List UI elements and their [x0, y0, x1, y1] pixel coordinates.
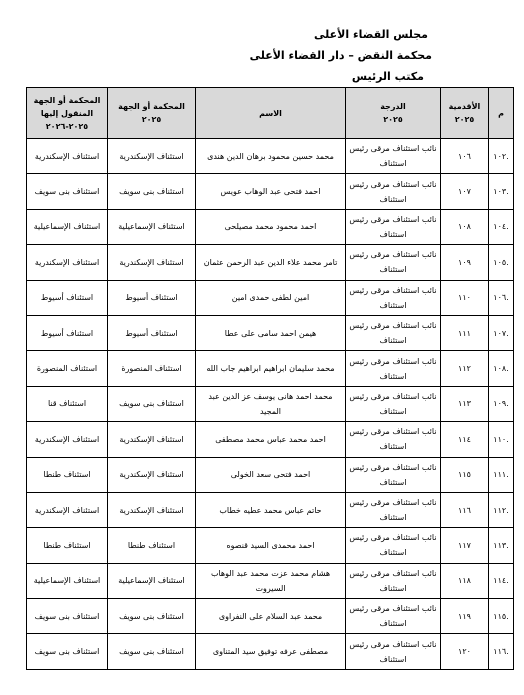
name-cell: امين لطفى حمدى امين [196, 280, 346, 315]
grade-cell: نائب استئناف مرقى رئيس استئناف [346, 457, 441, 492]
court-cell: استئناف طنطا [108, 528, 196, 563]
court-cell: استئناف بنى سويف [108, 174, 196, 209]
row-number: .١١٣ [489, 528, 514, 563]
row-number: .١١٦ [489, 634, 514, 669]
seniority-cell: ١١٠ [441, 280, 489, 315]
col-header-transferred: المحكمة أو الجهة المنقول إليها ٢٠٢٥-٢٠٢٦ [27, 88, 108, 139]
transferred-court-cell: استئناف الإسماعيلية [27, 563, 108, 598]
table-row [27, 139, 514, 174]
transferred-court-cell: استئناف الإسكندرية [27, 422, 108, 457]
court-cell: استئناف أسيوط [108, 315, 196, 350]
court-cell: استئناف الإسكندرية [108, 422, 196, 457]
grade-cell: نائب استئناف مرقى رئيس استئناف [346, 599, 441, 634]
grade-cell: نائب استئناف مرقى رئيس استئناف [346, 422, 441, 457]
seniority-cell: ١١٨ [441, 563, 489, 598]
table-row [27, 492, 514, 527]
row-number: .١٠٩ [489, 386, 514, 421]
seniority-cell: ١١٩ [441, 599, 489, 634]
row-number: .١٠٦ [489, 280, 514, 315]
transferred-court-cell: استئناف بنى سويف [27, 634, 108, 669]
row-number: .١٠٢ [489, 139, 514, 174]
grade-cell: نائب استئناف مرقى رئيس استئناف [346, 315, 441, 350]
row-number: .١٠٤ [489, 209, 514, 244]
name-cell: حاتم عباس محمد عطيه خطاب [196, 492, 346, 527]
seniority-cell: ١٠٨ [441, 209, 489, 244]
col-header-name: الاسم [196, 88, 346, 139]
table-row [27, 245, 514, 280]
seniority-cell: ١٢٠ [441, 634, 489, 669]
transferred-court-cell: استئناف أسيوط [27, 280, 108, 315]
seniority-cell: ١١٢ [441, 351, 489, 386]
name-cell: مصطفى عرفه توفيق سيد المتناوى [196, 634, 346, 669]
transferred-court-cell: استئناف الإسكندرية [27, 492, 108, 527]
col-header-court: المحكمة أو الجهة ٢٠٢٥ [108, 88, 196, 139]
row-number: .١٠٧ [489, 315, 514, 350]
name-cell: محمد احمد هانى يوسف عز الدين عبد المجيد [196, 386, 346, 421]
name-cell: محمد عبد السلام على النفراوى [196, 599, 346, 634]
court-cell: استئناف بنى سويف [108, 599, 196, 634]
table-row [27, 634, 514, 669]
transferred-court-cell: استئناف الإسماعيلية [27, 209, 108, 244]
court-cell: استئناف الإسكندرية [108, 245, 196, 280]
name-cell: احمد فتحى عبد الوهاب عويس [196, 174, 346, 209]
name-cell: تامر محمد علاء الدين عبد الرحمن عثمان [196, 245, 346, 280]
name-cell: محمد سليمان ابراهيم ابراهيم جاب الله [196, 351, 346, 386]
table-row [27, 351, 514, 386]
col-header-seniority: الأقدمية ٢٠٢٥ [441, 88, 489, 139]
row-number: .١٠٣ [489, 174, 514, 209]
office-title: مكتب الرئيس [351, 70, 424, 83]
row-number: .١٠٨ [489, 351, 514, 386]
row-number: .١٠٥ [489, 245, 514, 280]
court-cell: استئناف بنى سويف [108, 386, 196, 421]
transferred-court-cell: استئناف أسيوط [27, 315, 108, 350]
transferred-court-cell: استئناف المنصورة [27, 351, 108, 386]
table-header [27, 88, 514, 139]
grade-cell: نائب استئناف مرقى رئيس استئناف [346, 528, 441, 563]
court-cell: استئناف الإسماعيلية [108, 209, 196, 244]
name-cell: هيمن احمد سامى على عطا [196, 315, 346, 350]
grade-cell: نائب استئناف مرقى رئيس استئناف [346, 634, 441, 669]
grade-cell: نائب استئناف مرقى رئيس استئناف [346, 563, 441, 598]
court-cell: استئناف الإسماعيلية [108, 563, 196, 598]
court-title: محكمة النقض – دار القضاء الأعلى [249, 49, 432, 62]
grade-cell: نائب استئناف مرقى رئيس استئناف [346, 209, 441, 244]
row-number: .١١٤ [489, 563, 514, 598]
seniority-cell: ١١١ [441, 315, 489, 350]
transferred-court-cell: استئناف طنطا [27, 528, 108, 563]
court-cell: استئناف بنى سويف [108, 634, 196, 669]
table-row [27, 563, 514, 598]
court-cell: استئناف أسيوط [108, 280, 196, 315]
seniority-cell: ١١٣ [441, 386, 489, 421]
seniority-cell: ١١٤ [441, 422, 489, 457]
seniority-cell: ١٠٦ [441, 139, 489, 174]
table-row [27, 599, 514, 634]
name-cell: احمد محمود محمد مصيلحى [196, 209, 346, 244]
row-number: .١١٥ [489, 599, 514, 634]
seniority-cell: ١٠٧ [441, 174, 489, 209]
name-cell: احمد فتحى سعد الخولى [196, 457, 346, 492]
court-cell: استئناف الإسكندرية [108, 492, 196, 527]
name-cell: هشام محمد عزت محمد عبد الوهاب السيروت [196, 563, 346, 598]
grade-cell: نائب استئناف مرقى رئيس استئناف [346, 174, 441, 209]
court-cell: استئناف المنصورة [108, 351, 196, 386]
court-cell: استئناف الإسكندرية [108, 139, 196, 174]
table-body [27, 139, 514, 670]
transferred-court-cell: استئناف قنا [27, 386, 108, 421]
table-row [27, 457, 514, 492]
transfers-table [26, 87, 514, 670]
row-number: .١١٠ [489, 422, 514, 457]
document-header [249, 24, 432, 87]
table-row [27, 209, 514, 244]
header-row [27, 88, 514, 139]
seniority-cell: ١٠٩ [441, 245, 489, 280]
row-number: .١١١ [489, 457, 514, 492]
table-row [27, 315, 514, 350]
grade-cell: نائب استئناف مرقى رئيس استئناف [346, 351, 441, 386]
transferred-court-cell: استئناف طنطا [27, 457, 108, 492]
court-cell: استئناف الإسكندرية [108, 457, 196, 492]
transferred-court-cell: استئناف بنى سويف [27, 599, 108, 634]
col-header-grade: الدرجة ٢٠٢٥ [346, 88, 441, 139]
transferred-court-cell: استئناف الإسكندرية [27, 245, 108, 280]
name-cell: احمد محمدى السيد قنصوه [196, 528, 346, 563]
table-row [27, 386, 514, 421]
table-row [27, 174, 514, 209]
grade-cell: نائب استئناف مرقى رئيس استئناف [346, 386, 441, 421]
grade-cell: نائب استئناف مرقى رئيس استئناف [346, 492, 441, 527]
grade-cell: نائب استئناف مرقى رئيس استئناف [346, 245, 441, 280]
table-row [27, 528, 514, 563]
name-cell: احمد محمد عباس محمد مصطفى [196, 422, 346, 457]
table-row [27, 422, 514, 457]
table-row [27, 280, 514, 315]
name-cell: محمد حسين محمود برهان الدين هندى [196, 139, 346, 174]
council-title: مجلس القضاء الأعلى [314, 28, 428, 41]
seniority-cell: ١١٦ [441, 492, 489, 527]
seniority-cell: ١١٧ [441, 528, 489, 563]
transferred-court-cell: استئناف الإسكندرية [27, 139, 108, 174]
row-number: .١١٢ [489, 492, 514, 527]
grade-cell: نائب استئناف مرقى رئيس استئناف [346, 139, 441, 174]
seniority-cell: ١١٥ [441, 457, 489, 492]
grade-cell: نائب استئناف مرقى رئيس استئناف [346, 280, 441, 315]
transferred-court-cell: استئناف بنى سويف [27, 174, 108, 209]
col-header-m: م [489, 88, 514, 139]
